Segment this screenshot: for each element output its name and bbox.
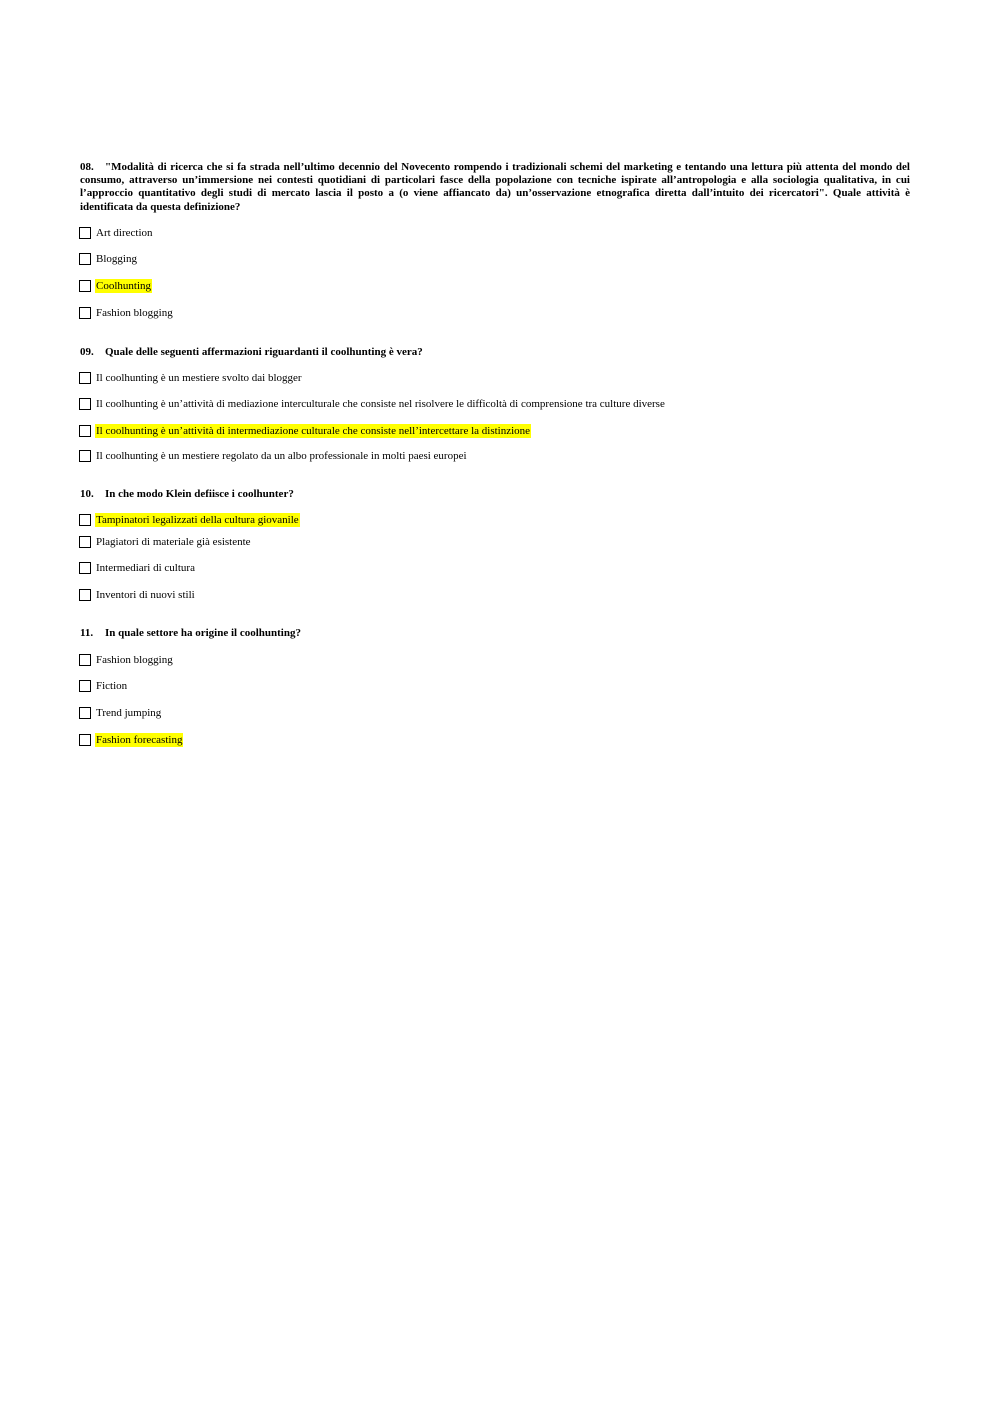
checkbox[interactable] xyxy=(79,398,91,410)
question-number: 08. xyxy=(80,161,94,173)
answer-option[interactable] xyxy=(79,560,196,576)
answer-option-highlighted[interactable] xyxy=(79,278,152,294)
answer-label: Fashion blogging xyxy=(96,307,173,319)
answer-option[interactable] xyxy=(79,370,303,386)
answer-option[interactable] xyxy=(79,396,666,412)
answer-option-highlighted[interactable] xyxy=(79,732,183,748)
answer-label: Il coolhunting è un mestiere svolto dai blogger xyxy=(96,372,302,384)
answer-label: Trend jumping xyxy=(96,707,162,719)
answer-label: Fashion forecasting xyxy=(96,734,183,746)
answer-label: Plagiatori di materiale già esistente xyxy=(96,536,251,548)
answer-label: Fashion blogging xyxy=(96,654,173,666)
checkbox[interactable] xyxy=(79,734,91,746)
answer-option[interactable] xyxy=(79,305,174,321)
answer-label: Coolhunting xyxy=(96,280,152,292)
checkbox[interactable] xyxy=(79,253,91,265)
checkbox[interactable] xyxy=(79,450,91,462)
answer-label: Il coolhunting è un’attività di mediazione interculturale che consiste nel risolvere le difficoltà di comprensione tra culture diverse xyxy=(96,398,665,410)
checkbox[interactable] xyxy=(79,707,91,719)
question-text: "Modalità di ricerca che si fa strada nell’ultimo decennio del Novecento rompendo i tradizionali schemi del marketing e tentando una lettura più attenta del mondo del consumo, attraverso un’immersione nei contesti quotidiani di particolari fasce della popolazione con tecniche ispirate all’antropologia e alla sociologia qualitativa, in cui l’approccio quantitativo degli studi di mercato lascia il posto a (o viene affiancato da) un’osservazione etnografica diretta dall’intuito dei ricercatori". Quale attività è identificata da questa definizione? xyxy=(80,161,910,213)
answer-label: Art direction xyxy=(96,227,153,239)
question-11 xyxy=(80,627,910,640)
checkbox[interactable] xyxy=(79,307,91,319)
question-text: In che modo Klein defiisce i coolhunter? xyxy=(105,488,294,500)
answer-label: Il coolhunting è un mestiere regolato da un albo professionale in molti paesi europei xyxy=(96,450,467,462)
answer-option[interactable] xyxy=(79,225,154,241)
answer-option[interactable] xyxy=(79,705,162,721)
answer-option[interactable] xyxy=(79,448,468,464)
question-text: Quale delle seguenti affermazioni riguardanti il coolhunting è vera? xyxy=(105,346,423,358)
checkbox[interactable] xyxy=(79,514,91,526)
checkbox[interactable] xyxy=(79,654,91,666)
checkbox[interactable] xyxy=(79,425,91,437)
answer-label: Inventori di nuovi stili xyxy=(96,589,195,601)
answer-label: Il coolhunting è un’attività di intermediazione culturale che consiste nell’intercettare la distinzione xyxy=(96,425,531,437)
answer-option-highlighted[interactable] xyxy=(79,423,531,439)
checkbox[interactable] xyxy=(79,280,91,292)
checkbox[interactable] xyxy=(79,680,91,692)
question-number: 09. xyxy=(80,346,94,358)
checkbox[interactable] xyxy=(79,536,91,548)
question-08 xyxy=(80,161,910,214)
answer-label: Blogging xyxy=(96,253,137,265)
answer-option-highlighted[interactable] xyxy=(79,512,300,528)
checkbox[interactable] xyxy=(79,589,91,601)
answer-option[interactable] xyxy=(79,587,196,603)
checkbox[interactable] xyxy=(79,562,91,574)
question-10 xyxy=(80,488,910,501)
answer-label: Fiction xyxy=(96,680,128,692)
checkbox[interactable] xyxy=(79,372,91,384)
checkbox[interactable] xyxy=(79,227,91,239)
question-09 xyxy=(80,346,910,359)
answer-option[interactable] xyxy=(79,534,252,550)
answer-option[interactable] xyxy=(79,678,128,694)
question-number: 11. xyxy=(80,627,94,639)
answer-option[interactable] xyxy=(79,652,174,668)
answer-label: Tampinatori legalizzati della cultura giovanile xyxy=(96,514,299,526)
answer-option[interactable] xyxy=(79,251,138,267)
answer-label: Intermediari di cultura xyxy=(96,562,195,574)
question-text: In quale settore ha origine il coolhunting? xyxy=(105,627,301,639)
question-number: 10. xyxy=(80,488,94,500)
